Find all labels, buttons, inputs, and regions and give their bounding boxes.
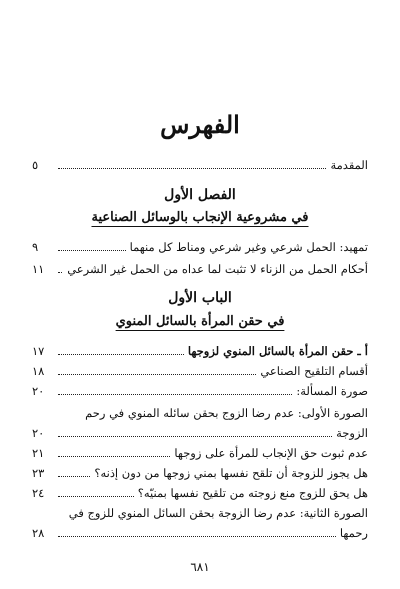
- toc-entry-page: ٩: [32, 240, 39, 254]
- toc-entry-text: الزوجة: [332, 423, 368, 443]
- chapter-heading: الفصل الأول: [164, 187, 236, 203]
- toc-entry-text: صورة المسألة:: [292, 381, 368, 401]
- leader-dots: [58, 168, 368, 169]
- toc-entry[interactable]: [32, 463, 368, 483]
- toc-entry[interactable]: [32, 237, 368, 257]
- toc-entry[interactable]: [32, 443, 368, 463]
- page-title: الفهرس: [160, 110, 240, 139]
- toc-entry[interactable]: [32, 341, 368, 361]
- toc-entry-multiline[interactable]: [32, 403, 368, 443]
- toc-entry-page: ٢٠: [32, 426, 45, 440]
- toc-entry-text: أحكام الحمل من الزناء لا تثبت لما عداه من الحمل غير الشرعي: [63, 259, 368, 279]
- toc-entry[interactable]: [32, 381, 368, 401]
- toc-entry-page: ١٧: [32, 344, 45, 358]
- toc-entry-text: هل يجوز للزوجة أن تلقح نفسها بمني زوجها من دون إذنه؟: [90, 463, 368, 483]
- toc-entry-page: ٢٨: [32, 526, 45, 540]
- toc-entry-text: هل يحق للزوج منع زوجته من تلقيح نفسها بمنيّه؟: [134, 483, 368, 503]
- toc-entry-continuation: [32, 423, 368, 443]
- toc-entry-text: المقدمة: [326, 155, 368, 175]
- toc-entry-page: ٥: [32, 158, 39, 172]
- toc-entry-page: ٢١: [32, 446, 45, 460]
- toc-entry[interactable]: [32, 483, 368, 503]
- toc-entry-page: ٢٠: [32, 384, 45, 398]
- toc-entry-text: عدم ثبوت حق الإنجاب للمرأة على زوجها: [170, 443, 368, 463]
- leader-dots: [58, 536, 368, 537]
- part-heading: الباب الأول: [168, 290, 232, 306]
- toc-entry-introduction[interactable]: [32, 155, 368, 175]
- toc-entry-text: الصورة الأولى: عدم رضا الزوج بحقن سائله المنوي في رحم: [85, 406, 368, 420]
- toc-entry-page: ١١: [32, 262, 45, 276]
- toc-entry-text: أقسام التلقيح الصناعي: [256, 361, 368, 381]
- toc-entry[interactable]: [32, 361, 368, 381]
- part-subheading: في حقن المرأة بالسائل المنوي: [115, 314, 285, 329]
- toc-entry-text: أ ـ حقن المرأة بالسائل المنوي لزوجها: [184, 341, 368, 361]
- leader-dots: [58, 436, 368, 437]
- toc-entry-multiline[interactable]: [32, 503, 368, 543]
- toc-entry-page: ٢٣: [32, 466, 45, 480]
- toc-entry-text: الصورة الثانية: عدم رضا الزوجة بحقن السائل المنوي للزوج في: [68, 506, 368, 520]
- toc-entry-page: ٢٤: [32, 486, 45, 500]
- toc-entry-text: تمهيد: الحمل شرعي وغير شرعي ومناط كل منهما: [126, 237, 368, 257]
- toc-entry[interactable]: [32, 259, 368, 279]
- toc-entry-page: ١٨: [32, 364, 45, 378]
- page-number: ٦٨١: [190, 560, 210, 574]
- toc-entry-continuation: [32, 523, 368, 543]
- chapter-subheading: في مشروعية الإنجاب بالوسائل الصناعية: [91, 210, 309, 225]
- toc-entry-text: رحمها: [336, 523, 368, 543]
